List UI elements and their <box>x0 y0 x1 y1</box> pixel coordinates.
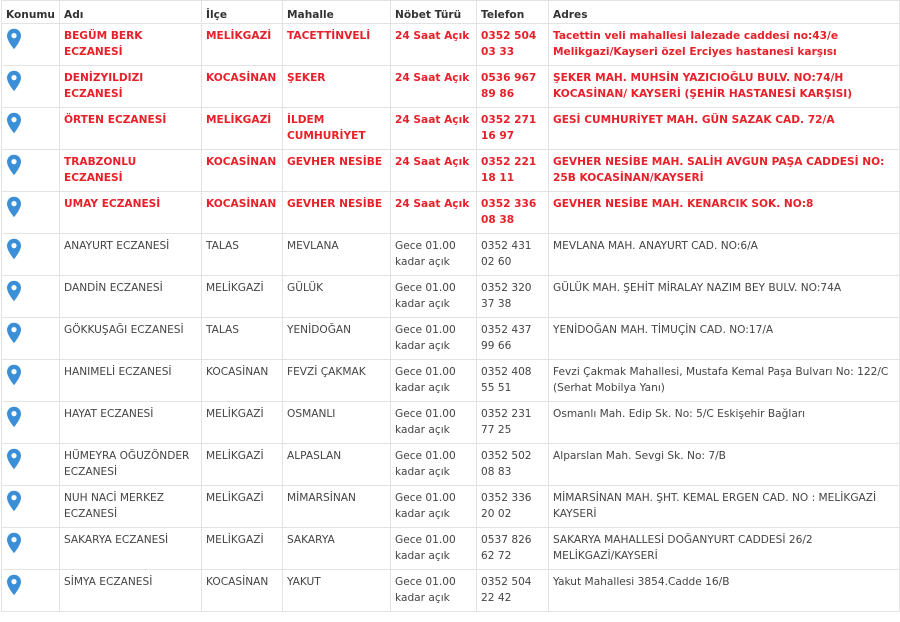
district: TALAS <box>202 234 283 276</box>
map-pin-glyph <box>6 196 22 218</box>
pharmacy-name: DENİZYILDIZI ECZANESİ <box>60 66 202 108</box>
neighborhood: SAKARYA <box>283 528 391 570</box>
duty-type: 24 Saat Açık <box>391 192 477 234</box>
map-pin-glyph <box>6 574 22 596</box>
neighborhood: YENİDOĞAN <box>283 318 391 360</box>
pharmacy-name: HANIMELİ ECZANESİ <box>60 360 202 402</box>
location-cell <box>2 150 60 192</box>
header-ad: Adı <box>60 1 202 24</box>
district: MELİKGAZİ <box>202 24 283 66</box>
phone: 0352 221 18 11 <box>477 150 549 192</box>
map-pin-glyph <box>6 112 22 134</box>
map-pin-icon[interactable] <box>6 448 22 470</box>
duty-type: Gece 01.00 kadar açık <box>391 276 477 318</box>
district: KOCASİNAN <box>202 192 283 234</box>
table-row <box>2 150 900 192</box>
district: KOCASİNAN <box>202 150 283 192</box>
phone: 0352 336 08 38 <box>477 192 549 234</box>
table-row <box>2 318 900 360</box>
neighborhood: FEVZİ ÇAKMAK <box>283 360 391 402</box>
address: ŞEKER MAH. MUHSİN YAZICIOĞLU BULV. NO:74/H KOCASİNAN/ KAYSERİ (ŞEHİR HASTANESİ KARŞISI) <box>549 66 900 108</box>
header-telefon: Telefon <box>477 1 549 24</box>
map-pin-icon[interactable] <box>6 406 22 428</box>
map-pin-glyph <box>6 490 22 512</box>
duty-type: Gece 01.00 kadar açık <box>391 444 477 486</box>
district: KOCASİNAN <box>202 570 283 612</box>
district: MELİKGAZİ <box>202 528 283 570</box>
location-cell <box>2 276 60 318</box>
neighborhood: MEVLANA <box>283 234 391 276</box>
pharmacy-table <box>1 0 900 612</box>
district: MELİKGAZİ <box>202 444 283 486</box>
map-pin-icon[interactable] <box>6 322 22 344</box>
map-pin-icon[interactable] <box>6 574 22 596</box>
table-header-row <box>2 1 900 24</box>
address: GEVHER NESİBE MAH. SALİH AVGUN PAŞA CADDESİ NO: 25B KOCASİNAN/KAYSERİ <box>549 150 900 192</box>
location-cell <box>2 192 60 234</box>
header-ilce: İlçe <box>202 1 283 24</box>
map-pin-icon[interactable] <box>6 70 22 92</box>
address: MİMARSİNAN MAH. ŞHT. KEMAL ERGEN CAD. NO : MELİKGAZİ KAYSERİ <box>549 486 900 528</box>
pharmacy-name: SİMYA ECZANESİ <box>60 570 202 612</box>
phone: 0352 408 55 51 <box>477 360 549 402</box>
map-pin-icon[interactable] <box>6 112 22 134</box>
duty-type: Gece 01.00 kadar açık <box>391 234 477 276</box>
pharmacy-name: ANAYURT ECZANESİ <box>60 234 202 276</box>
map-pin-glyph <box>6 154 22 176</box>
location-cell <box>2 24 60 66</box>
pharmacy-name: HÜMEYRA OĞUZÖNDER ECZANESİ <box>60 444 202 486</box>
pharmacy-name: GÖKKUŞAĞI ECZANESİ <box>60 318 202 360</box>
table-row <box>2 234 900 276</box>
pharmacy-name: BEGÜM BERK ECZANESİ <box>60 24 202 66</box>
location-cell <box>2 528 60 570</box>
table-row <box>2 444 900 486</box>
table-row <box>2 24 900 66</box>
map-pin-icon[interactable] <box>6 154 22 176</box>
district: MELİKGAZİ <box>202 486 283 528</box>
location-cell <box>2 108 60 150</box>
map-pin-glyph <box>6 448 22 470</box>
map-pin-glyph <box>6 322 22 344</box>
district: MELİKGAZİ <box>202 402 283 444</box>
map-pin-glyph <box>6 70 22 92</box>
pharmacy-name: UMAY ECZANESİ <box>60 192 202 234</box>
location-cell <box>2 234 60 276</box>
location-cell <box>2 444 60 486</box>
duty-type: Gece 01.00 kadar açık <box>391 360 477 402</box>
map-pin-glyph <box>6 364 22 386</box>
address: GEVHER NESİBE MAH. KENARCIK SOK. NO:8 <box>549 192 900 234</box>
map-pin-icon[interactable] <box>6 364 22 386</box>
duty-type: 24 Saat Açık <box>391 66 477 108</box>
map-pin-icon[interactable] <box>6 28 22 50</box>
table-body <box>2 24 900 612</box>
address: YENİDOĞAN MAH. TİMUÇİN CAD. NO:17/A <box>549 318 900 360</box>
neighborhood: OSMANLI <box>283 402 391 444</box>
phone: 0537 826 62 72 <box>477 528 549 570</box>
pharmacy-name: ÖRTEN ECZANESİ <box>60 108 202 150</box>
table-row <box>2 486 900 528</box>
phone: 0352 231 77 25 <box>477 402 549 444</box>
map-pin-glyph <box>6 406 22 428</box>
table-row <box>2 192 900 234</box>
table-row <box>2 276 900 318</box>
pharmacy-name: DANDİN ECZANESİ <box>60 276 202 318</box>
map-pin-icon[interactable] <box>6 532 22 554</box>
pharmacy-name: SAKARYA ECZANESİ <box>60 528 202 570</box>
address: SAKARYA MAHALLESİ DOĞANYURT CADDESİ 26/2 MELİKGAZİ/KAYSERİ <box>549 528 900 570</box>
address: Alparslan Mah. Sevgi Sk. No: 7/B <box>549 444 900 486</box>
location-cell <box>2 66 60 108</box>
pharmacy-name: NUH NACİ MERKEZ ECZANESİ <box>60 486 202 528</box>
address: GÜLÜK MAH. ŞEHİT MİRALAY NAZIM BEY BULV. NO:74A <box>549 276 900 318</box>
table-row <box>2 66 900 108</box>
map-pin-glyph <box>6 280 22 302</box>
phone: 0536 967 89 86 <box>477 66 549 108</box>
map-pin-icon[interactable] <box>6 280 22 302</box>
phone: 0352 431 02 60 <box>477 234 549 276</box>
address: GESİ CUMHURİYET MAH. GÜN SAZAK CAD. 72/A <box>549 108 900 150</box>
duty-type: 24 Saat Açık <box>391 24 477 66</box>
neighborhood: GEVHER NESİBE <box>283 150 391 192</box>
district: MELİKGAZİ <box>202 276 283 318</box>
neighborhood: YAKUT <box>283 570 391 612</box>
location-cell <box>2 486 60 528</box>
phone: 0352 502 08 83 <box>477 444 549 486</box>
district: TALAS <box>202 318 283 360</box>
table-row <box>2 402 900 444</box>
phone: 0352 504 03 33 <box>477 24 549 66</box>
table-row <box>2 360 900 402</box>
address: Fevzi Çakmak Mahallesi, Mustafa Kemal Paşa Bulvarı No: 122/C (Serhat Mobilya Yanı) <box>549 360 900 402</box>
map-pin-glyph <box>6 28 22 50</box>
duty-type: Gece 01.00 kadar açık <box>391 570 477 612</box>
neighborhood: ALPASLAN <box>283 444 391 486</box>
phone: 0352 504 22 42 <box>477 570 549 612</box>
duty-type: Gece 01.00 kadar açık <box>391 318 477 360</box>
table-row <box>2 108 900 150</box>
duty-type: 24 Saat Açık <box>391 108 477 150</box>
neighborhood: İLDEM CUMHURİYET <box>283 108 391 150</box>
address: Yakut Mahallesi 3854.Cadde 16/B <box>549 570 900 612</box>
map-pin-glyph <box>6 238 22 260</box>
header-nobet: Nöbet Türü <box>391 1 477 24</box>
location-cell <box>2 360 60 402</box>
map-pin-icon[interactable] <box>6 196 22 218</box>
map-pin-glyph <box>6 532 22 554</box>
pharmacy-name: TRABZONLU ECZANESİ <box>60 150 202 192</box>
table-row <box>2 570 900 612</box>
location-cell <box>2 402 60 444</box>
neighborhood: TACETTİNVELİ <box>283 24 391 66</box>
phone: 0352 320 37 38 <box>477 276 549 318</box>
table-row <box>2 528 900 570</box>
duty-type: Gece 01.00 kadar açık <box>391 528 477 570</box>
address: MEVLANA MAH. ANAYURT CAD. NO:6/A <box>549 234 900 276</box>
pharmacy-name: HAYAT ECZANESİ <box>60 402 202 444</box>
phone: 0352 437 99 66 <box>477 318 549 360</box>
neighborhood: ŞEKER <box>283 66 391 108</box>
phone: 0352 271 16 97 <box>477 108 549 150</box>
map-pin-icon[interactable] <box>6 490 22 512</box>
district: KOCASİNAN <box>202 360 283 402</box>
neighborhood: MİMARSİNAN <box>283 486 391 528</box>
header-konum: Konumu <box>2 1 60 24</box>
phone: 0352 336 20 02 <box>477 486 549 528</box>
location-cell <box>2 570 60 612</box>
neighborhood: GEVHER NESİBE <box>283 192 391 234</box>
duty-type: Gece 01.00 kadar açık <box>391 486 477 528</box>
address: Tacettin veli mahallesi lalezade caddesi no:43/e Melikgazi/Kayseri özel Erciyes hastanesi karşısı <box>549 24 900 66</box>
district: MELİKGAZİ <box>202 108 283 150</box>
header-adres: Adres <box>549 1 900 24</box>
neighborhood: GÜLÜK <box>283 276 391 318</box>
duty-type: 24 Saat Açık <box>391 150 477 192</box>
map-pin-icon[interactable] <box>6 238 22 260</box>
district: KOCASİNAN <box>202 66 283 108</box>
address: Osmanlı Mah. Edip Sk. No: 5/C Eskişehir Bağları <box>549 402 900 444</box>
header-mahalle: Mahalle <box>283 1 391 24</box>
location-cell <box>2 318 60 360</box>
duty-type: Gece 01.00 kadar açık <box>391 402 477 444</box>
